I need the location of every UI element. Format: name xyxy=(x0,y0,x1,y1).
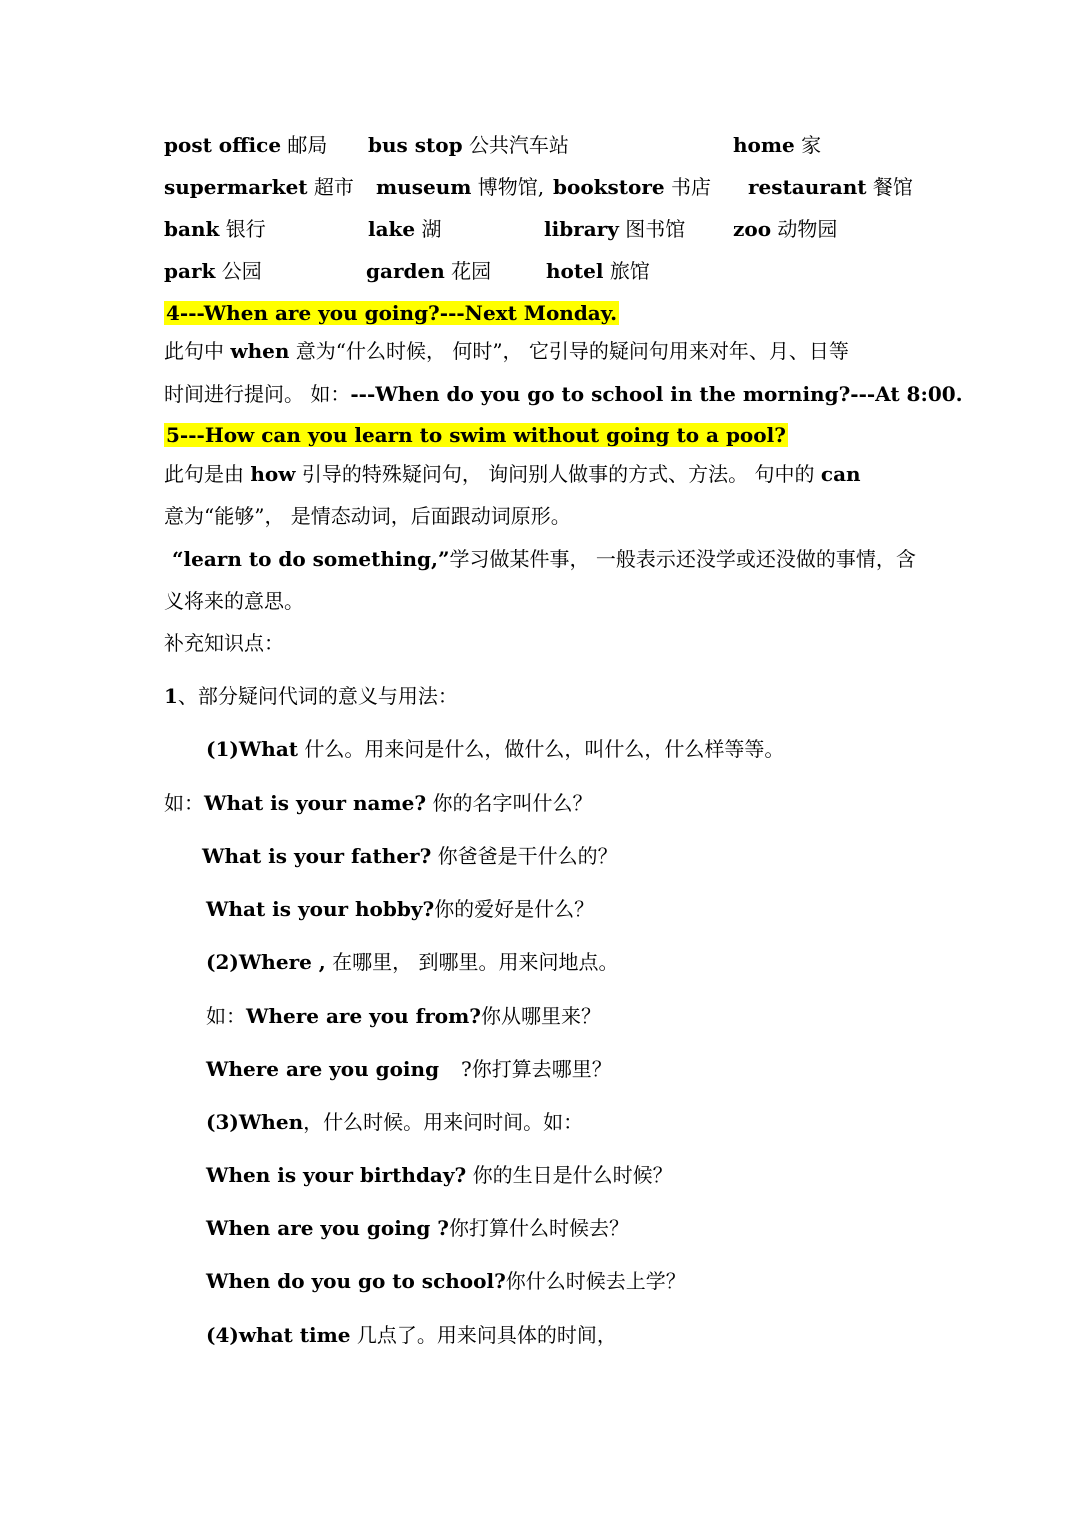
vocab-en: hotel xyxy=(546,259,604,283)
text-run-bold: When is your birthday? xyxy=(206,1163,467,1187)
section-4-heading xyxy=(164,299,619,327)
text-run: 你打算什么时候去？ xyxy=(449,1216,630,1240)
text-run: ?你打算去哪里？ xyxy=(461,1057,612,1081)
vocab-row xyxy=(0,173,1080,203)
vocab-en: home xyxy=(733,133,795,157)
text-run-bold: (3)When xyxy=(206,1110,304,1134)
vocab-zh: 家 xyxy=(801,133,822,157)
text-run-bold: can xyxy=(820,462,861,486)
vocab-item xyxy=(164,257,262,285)
vocab-item xyxy=(368,215,442,243)
text-run-bold: how xyxy=(250,462,296,486)
vocab-zh: 书店 xyxy=(670,175,711,199)
text-run: 你从哪里来？ xyxy=(480,1004,601,1028)
vocab-en: supermarket xyxy=(164,175,308,199)
vocab-en: restaurant xyxy=(748,175,867,199)
item-heading xyxy=(206,1108,583,1136)
text-run: 时间进行提问。 如： xyxy=(164,382,351,406)
vocab-zh: 旅馆 xyxy=(609,259,650,283)
vocab-en: library xyxy=(544,217,619,241)
vocab-en: post office xyxy=(164,133,282,157)
vocab-item xyxy=(164,173,354,201)
paragraph-line xyxy=(164,380,963,408)
vocab-row xyxy=(0,131,1080,161)
vocab-zh: 动物园 xyxy=(777,217,838,241)
vocab-zh: 博物馆, xyxy=(477,175,545,199)
text-run: 你爸爸是干什么的？ xyxy=(431,844,618,868)
vocab-en: garden xyxy=(366,259,445,283)
highlighted-heading: 4---When are you going?---Next Monday. xyxy=(166,301,618,325)
text-run: 学习做某件事， 一般表示还没学或还没做的事情，含 xyxy=(449,547,916,571)
text-run-bold: (1)What xyxy=(206,737,299,761)
text-run: 如： xyxy=(206,1004,246,1028)
vocab-row xyxy=(0,215,1080,245)
paragraph-line xyxy=(164,337,849,365)
text-run: ，什么时候。用来问时间。如： xyxy=(303,1110,584,1134)
text-run: 此句中 xyxy=(164,339,231,363)
item-heading xyxy=(206,948,618,976)
vocab-item xyxy=(164,215,266,243)
text-run: 引导的特殊疑问句， 询问别人做事的方式、方法。 句中的 xyxy=(295,462,821,486)
example-line xyxy=(206,1055,612,1083)
example-line xyxy=(206,1161,673,1189)
vocab-en: zoo xyxy=(733,217,772,241)
item-heading xyxy=(206,1321,617,1349)
vocab-en: lake xyxy=(368,217,416,241)
text-run: 此句是由 xyxy=(164,462,251,486)
example-line xyxy=(206,895,594,923)
vocab-item xyxy=(164,131,327,159)
vocab-row xyxy=(0,257,1080,287)
text-run-bold: “learn to do something,” xyxy=(172,547,450,571)
paragraph-line xyxy=(164,502,571,530)
text-run-bold: (4)what time xyxy=(206,1323,351,1347)
text-run: 义将来的意思。 xyxy=(164,589,304,613)
text-run-bold: (2)Where , xyxy=(206,950,326,974)
section-5-heading xyxy=(164,421,788,449)
vocab-zh: 邮局 xyxy=(287,133,328,157)
example-line xyxy=(202,842,618,870)
vocab-item xyxy=(544,215,685,243)
text-run: 你的生日是什么时候？ xyxy=(466,1163,673,1187)
example-line xyxy=(206,1267,686,1295)
vocab-item xyxy=(733,215,837,243)
text-run: 你的爱好是什么？ xyxy=(434,897,595,921)
vocab-item xyxy=(546,257,650,285)
text-run-bold: ---When do you go to school in the morning?---At 8:00. xyxy=(350,382,963,406)
vocab-zh: 花园 xyxy=(451,259,492,283)
vocab-en: park xyxy=(164,259,216,283)
text-run-bold: When are you going ? xyxy=(206,1216,450,1240)
text-run: 如： xyxy=(164,791,204,815)
vocab-zh: 公园 xyxy=(221,259,262,283)
paragraph-line xyxy=(172,545,916,573)
vocab-item xyxy=(733,131,821,159)
vocab-zh: 湖 xyxy=(421,217,442,241)
vocab-en: bus stop xyxy=(368,133,463,157)
vocab-item xyxy=(748,173,913,201)
text-run: 什么。用来问是什么，做什么，叫什么，什么样等等。 xyxy=(298,737,785,761)
text-run-bold: 1 xyxy=(164,684,178,708)
example-line xyxy=(206,1214,629,1242)
text-run-bold: when xyxy=(230,339,290,363)
text-run: 、部分疑问代词的意义与用法： xyxy=(177,684,458,708)
vocab-zh: 超市 xyxy=(313,175,354,199)
vocab-item xyxy=(376,173,544,201)
text-run-bold: When do you go to school? xyxy=(206,1269,506,1293)
vocab-item xyxy=(366,257,491,285)
text-run: 补充知识点： xyxy=(164,631,284,655)
vocab-en: bookstore xyxy=(553,175,665,199)
example-line xyxy=(206,1002,601,1030)
text-run: 你什么时候去上学？ xyxy=(505,1269,686,1293)
vocab-item xyxy=(553,173,711,201)
text-run: 意为“能够”， 是情态动词，后面跟动词原形。 xyxy=(164,504,571,528)
paragraph-line xyxy=(164,587,304,615)
item-heading xyxy=(206,735,784,763)
vocab-zh: 餐馆 xyxy=(872,175,913,199)
text-run-bold: What is your hobby? xyxy=(206,897,435,921)
text-run: 几点了。用来问具体的时间， xyxy=(350,1323,617,1347)
highlighted-heading: 5---How can you learn to swim without going to a pool? xyxy=(166,423,786,447)
text-run-bold: What is your name? xyxy=(204,791,427,815)
text-run: 意为“什么时候， 何时”， 它引导的疑问句用来对年、月、日等 xyxy=(289,339,849,363)
vocab-zh: 公共汽车站 xyxy=(468,133,569,157)
vocab-en: bank xyxy=(164,217,220,241)
vocab-item xyxy=(368,131,569,159)
text-run-bold: Where are you from? xyxy=(246,1004,481,1028)
text-run: 你的名字叫什么？ xyxy=(426,791,593,815)
vocab-zh: 图书馆 xyxy=(625,217,686,241)
example-line xyxy=(164,789,592,817)
text-run-bold: What is your father? xyxy=(202,844,432,868)
text-run-bold: Where are you going xyxy=(206,1057,440,1081)
vocab-en: museum xyxy=(376,175,472,199)
vocab-zh: 银行 xyxy=(225,217,266,241)
paragraph-line xyxy=(164,460,861,488)
supplement-title xyxy=(164,629,284,657)
text-run: 在哪里， 到哪里。用来问地点。 xyxy=(325,950,619,974)
subsection-title xyxy=(164,682,458,710)
